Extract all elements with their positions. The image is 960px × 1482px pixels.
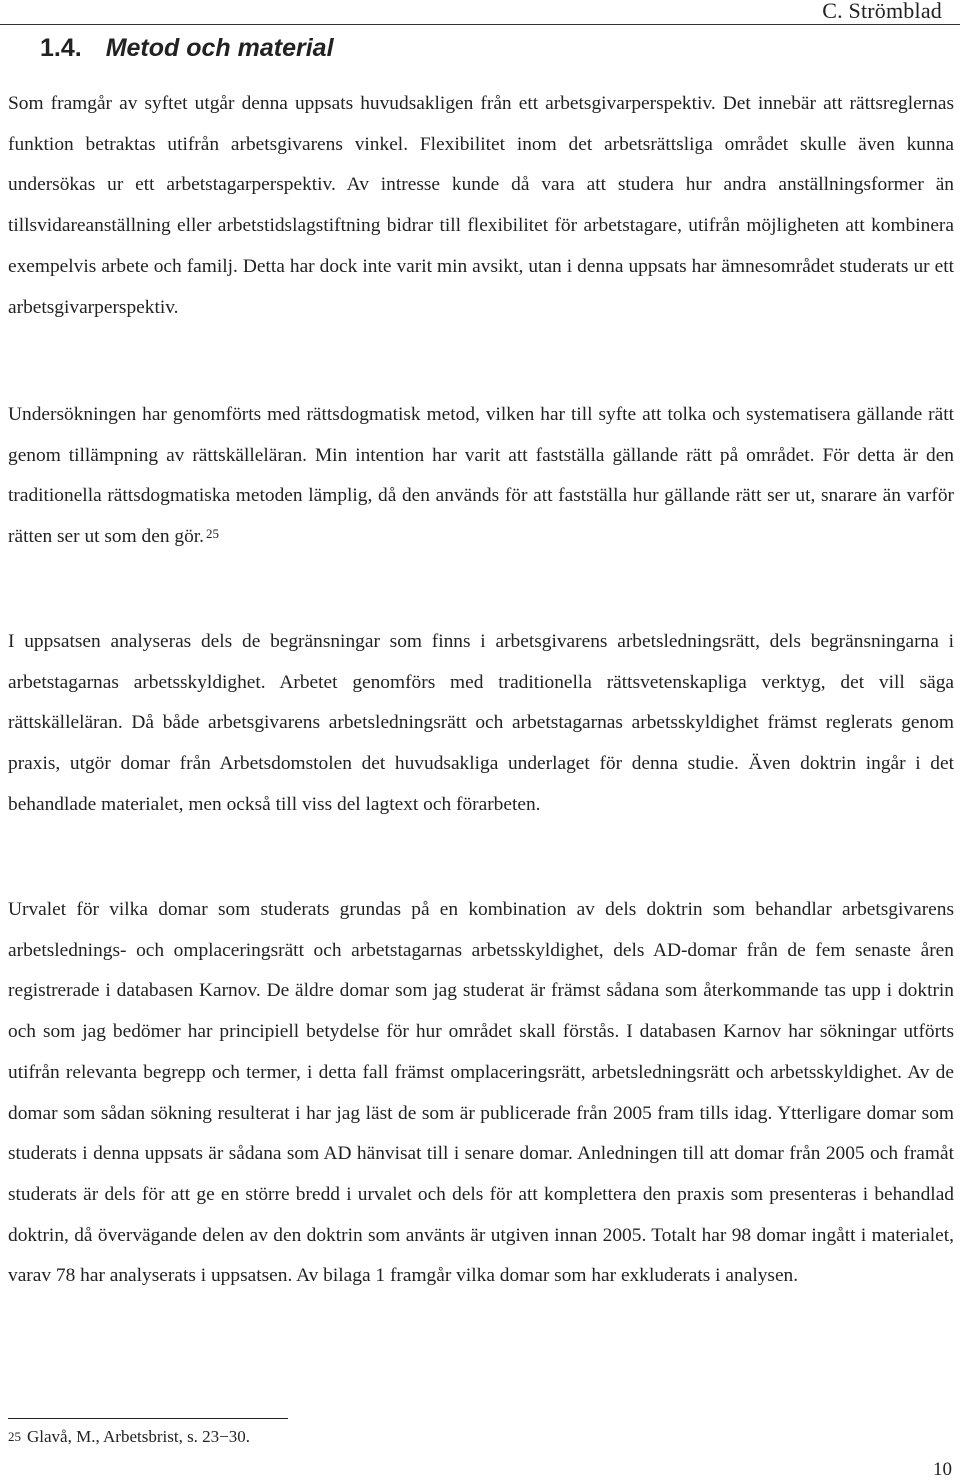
paragraph-4 bbox=[8, 890, 954, 1297]
footnote-text: Glavå, M., Arbetsbrist, s. 23−30. bbox=[27, 1427, 251, 1446]
paragraph-3-text: I uppsatsen analyseras dels de begränsningar som finns i arbetsgivarens arbetsledningsrätt, dels begränsningarna i arbetstagarnas arbetsskyldighet. Arbetet genomförs med traditionella rättsvetenskapliga verktyg, det vill säga rättskälleläran. Då både arbetsgivarens arbetsledningsrätt och arbetstagarnas arbetsskyldighet främst reglerats genom praxis, utgör domar från Arbetsdomstolen det huvudsakliga underlaget för denna studie. Även doktrin ingår i det behandlade materialet, men också till viss del lagtext och förarbeten. bbox=[8, 631, 954, 815]
paragraph-4-text: Urvalet för vilka domar som studerats grundas på en kombination av dels doktrin som behandlar arbetsgivarens arbetslednings- och omplaceringsrätt och arbetstagarnas arbetsskyldighet, dels AD-domar från de fem senaste åren registrerade i databasen Karnov. De äldre domar som jag studerat är främst sådana som återkommande tas upp i doktrin och som jag bedömer har principiell betydelse för hur området skall förstås. I databasen Karnov har sökningar utförts utifrån relevanta begrepp och termer, i detta fall främst omplaceringsrätt, arbetsledningsrätt och arbetsskyldighet. Av de domar som sådan sökning resulterat i har jag läst de som är publicerade från 2005 fram tills idag. Ytterligare domar som studerats i denna uppsats är sådana som AD hänvisat till i senare domar. Anledningen till att domar från 2005 och framåt studerats är dels för att ge en större bredd i urvalet och dels för att komplettera den praxis som presenteras i behandlad doktrin, då övervägande delen av den doktrin som använts är utgiven innan 2005. Totalt har 98 domar ingått i materialet, varav 78 har analyserats i uppsatsen. Av bilaga 1 framgår vilka domar som har exkluderats i analysen. bbox=[8, 899, 954, 1287]
page-number: 10 bbox=[933, 1459, 952, 1480]
footnote-reference[interactable]: 25 bbox=[206, 526, 220, 542]
section-heading bbox=[40, 34, 334, 63]
section-title: Metod och material bbox=[105, 34, 334, 62]
section-number: 1.4. bbox=[40, 34, 82, 62]
header-author: C. Strömblad bbox=[822, 0, 942, 23]
footnote-number: 25 bbox=[8, 1429, 21, 1444]
footnote bbox=[8, 1426, 250, 1448]
footnote-separator bbox=[8, 1418, 288, 1419]
paragraph-2-text: Undersökningen har genomförts med rättsdogmatisk metod, vilken har till syfte att tolka och systematisera gällande rätt genom tillämpning av rättskälleläran. Min intention har varit att fastställa gällande rätt på området. För detta är den traditionella rättsdogmatiska metoden lämplig, då den används för att fastställa hur gällande rätt ser ut, snarare än varför rätten ser ut som den gör. bbox=[8, 404, 954, 548]
header-rule bbox=[0, 24, 960, 25]
paragraph-1 bbox=[8, 84, 954, 328]
paragraph-2 bbox=[8, 395, 954, 559]
running-header bbox=[0, 0, 960, 24]
paragraph-1-text: Som framgår av syftet utgår denna uppsats huvudsakligen från ett arbetsgivarperspektiv. Det innebär att rättsreglernas funktion betraktas utifrån arbetsgivarens vinkel. Flexibilitet inom det arbetsrättsliga området skulle även kunna undersökas ur ett arbetstagarperspektiv. Av intresse kunde då vara att studera hur andra anställningsformer än tillsvidareanställning eller arbetstidslagstiftning bidrar till flexibilitet för arbetstagare, utifrån möjligheten att kombinera exempelvis arbete och familj. Detta har dock inte varit min avsikt, utan i denna uppsats har ämnesområdet studerats ur ett arbetsgivarperspektiv. bbox=[8, 93, 954, 318]
paragraph-3 bbox=[8, 622, 954, 826]
